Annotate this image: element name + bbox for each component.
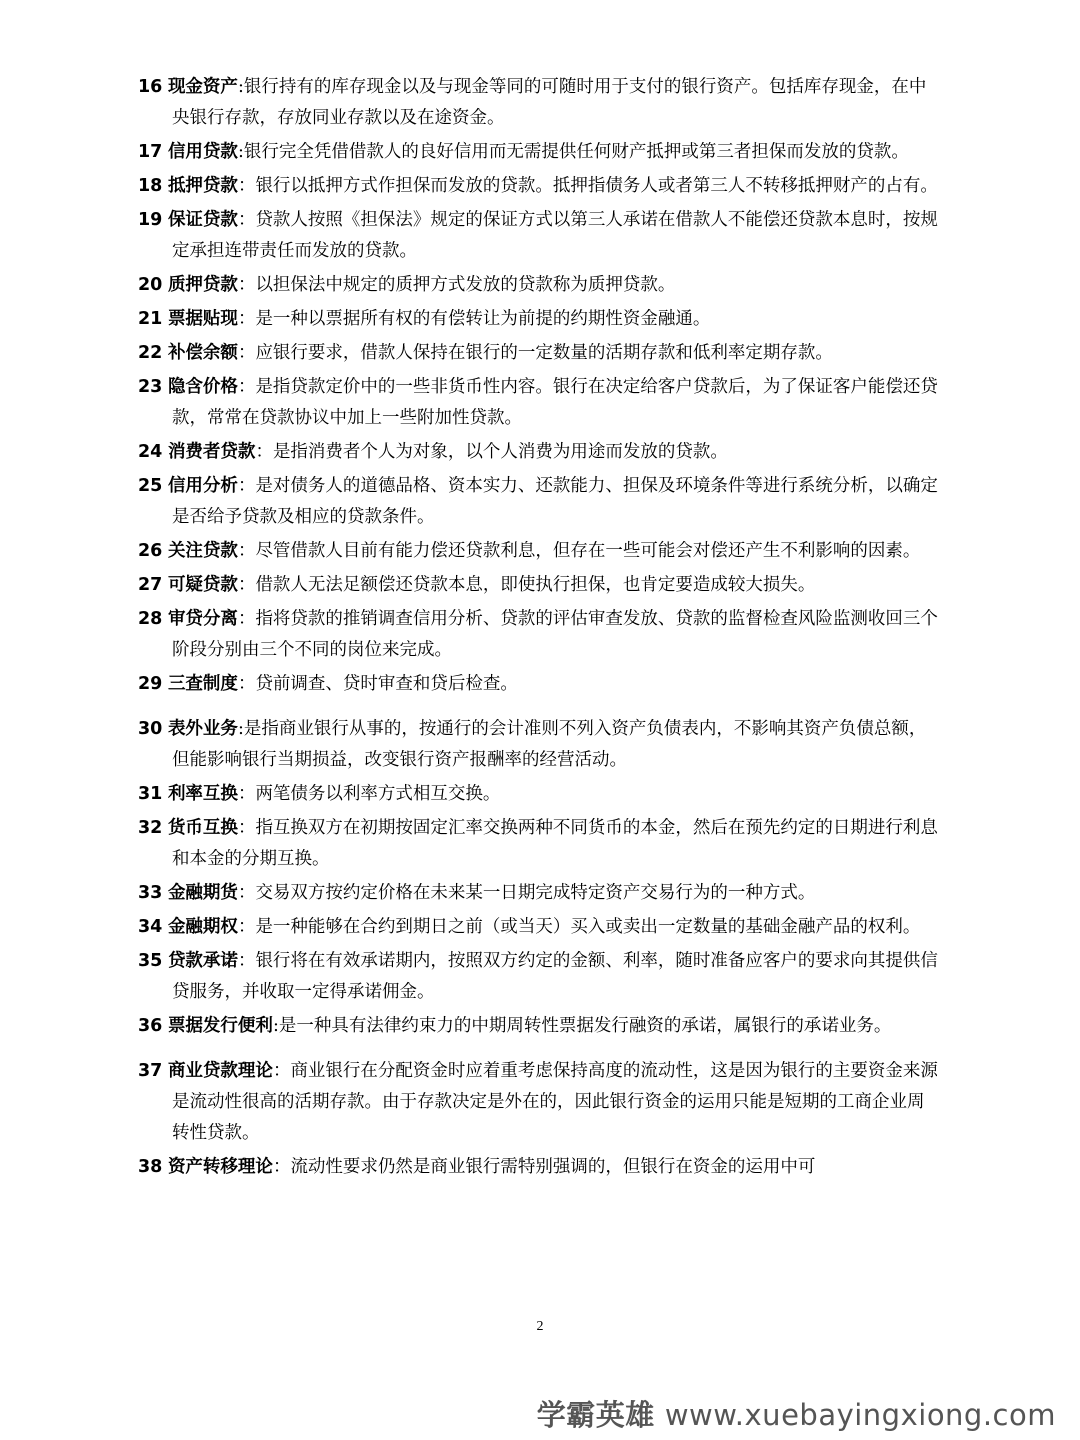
entry-term: 审贷分离 — [167, 609, 238, 629]
glossary-entry — [138, 205, 938, 267]
entry-definition: 以担保法中规定的质押方式发放的贷款称为质押贷款。 — [255, 275, 676, 295]
entry-definition: 是指商业银行从事的，按通行的会计准则不列入资产负债表内，不影响其资产负债总额，但能影响银行当期损益，改变银行资产报酬率的经营活动。 — [172, 719, 927, 770]
entry-definition: 是一种具有法律约束力的中期周转性票据发行融资的承诺，属银行的承诺业务。 — [278, 1016, 892, 1036]
entry-number: 29 — [138, 674, 163, 694]
glossary-entry — [138, 570, 938, 601]
glossary-entry — [138, 72, 938, 134]
entry-term: 票据贴现 — [167, 309, 238, 329]
entry-term: 可疑贷款 — [167, 575, 238, 595]
entry-term: 隐含价格 — [167, 377, 238, 397]
entry-separator: ： — [237, 609, 256, 629]
entry-separator: ： — [237, 343, 256, 363]
glossary-entry — [138, 270, 938, 301]
entry-term: 资产转移理论 — [167, 1157, 273, 1177]
glossary-entry — [138, 137, 938, 168]
entry-number: 16 — [138, 77, 163, 97]
glossary-entry — [138, 878, 938, 909]
entry-term: 关注贷款 — [167, 541, 238, 561]
entry-term: 消费者贷款 — [167, 442, 256, 462]
entry-separator: ： — [237, 951, 256, 971]
entry-definition: 两笔债务以利率方式相互交换。 — [255, 784, 501, 804]
watermark — [537, 1393, 1056, 1434]
glossary-entry — [138, 912, 938, 943]
entry-separator: : — [237, 719, 244, 739]
entry-number: 25 — [138, 476, 163, 496]
entry-definition: 应银行要求，借款人保持在银行的一定数量的活期存款和低利率定期存款。 — [255, 343, 833, 363]
glossary-entry — [138, 437, 938, 468]
entry-number: 26 — [138, 541, 163, 561]
entry-term: 贷款承诺 — [167, 951, 238, 971]
entry-term: 商业贷款理论 — [167, 1061, 273, 1081]
entry-definition: 商业银行在分配资金时应着重考虑保持高度的流动性，这是因为银行的主要资金来源是流动性很高的活期存款。由于存款决定是外在的，因此银行资金的运用只能是短期的工商企业周转性贷款。 — [172, 1061, 938, 1143]
entry-number: 28 — [138, 609, 163, 629]
entry-definition: 银行以抵押方式作担保而发放的贷款。抵押指债务人或者第三人不转移抵押财产的占有。 — [255, 176, 938, 196]
entry-separator: ： — [272, 1157, 291, 1177]
watermark-site-name: 学霸英雄 — [536, 1398, 655, 1432]
page-number: 2 — [536, 1319, 544, 1334]
entry-term: 信用贷款 — [167, 142, 238, 162]
glossary-list — [138, 72, 938, 1186]
entry-separator: ： — [272, 1061, 291, 1081]
entry-definition: 是一种以票据所有权的有偿转让为前提的约期性资金融通。 — [255, 309, 711, 329]
glossary-entry — [138, 813, 938, 875]
entry-separator: ： — [237, 674, 256, 694]
entry-separator: ： — [237, 784, 256, 804]
entry-separator: : — [272, 1016, 279, 1036]
entry-number: 22 — [138, 343, 163, 363]
entry-term: 信用分析 — [167, 476, 238, 496]
glossary-entry — [138, 304, 938, 335]
entry-definition: 银行完全凭借借款人的良好信用而无需提供任何财产抵押或第三者担保而发放的贷款。 — [243, 142, 909, 162]
entry-term: 现金资产 — [167, 77, 238, 97]
entry-separator: ： — [255, 442, 273, 462]
entry-number: 19 — [138, 210, 163, 230]
entry-definition: 是一种能够在合约到期日之前（或当天）买入或卖出一定数量的基础金融产品的权利。 — [255, 917, 921, 937]
entry-separator: : — [237, 142, 244, 162]
entry-separator: ： — [237, 176, 256, 196]
entry-definition: 是指消费者个人为对象，以个人消费为用途而发放的贷款。 — [272, 442, 728, 462]
glossary-entry — [138, 1011, 938, 1042]
entry-definition: 银行持有的库存现金以及与现金等同的可随时用于支付的银行资产。包括库存现金，在中央银行存款，存放同业存款以及在途资金。 — [172, 77, 927, 128]
entry-number: 37 — [138, 1061, 163, 1081]
entry-term: 补偿余额 — [167, 343, 238, 363]
entry-number: 17 — [138, 142, 163, 162]
entry-number: 31 — [138, 784, 163, 804]
entry-separator: ： — [237, 917, 256, 937]
entry-number: 38 — [138, 1157, 163, 1177]
entry-separator: ： — [237, 575, 256, 595]
entry-number: 24 — [138, 442, 163, 462]
entry-term: 三查制度 — [167, 674, 238, 694]
entry-separator: ： — [237, 541, 256, 561]
glossary-entry — [138, 536, 938, 567]
glossary-entry — [138, 779, 938, 810]
glossary-entry — [138, 946, 938, 1008]
entry-definition: 贷款人按照《担保法》规定的保证方式以第三人承诺在借款人不能偿还贷款本息时，按规定承担连带责任而发放的贷款。 — [172, 210, 938, 261]
entry-definition: 交易双方按约定价格在未来某一日期完成特定资产交易行为的一种方式。 — [255, 883, 816, 903]
entry-term: 表外业务 — [167, 719, 238, 739]
glossary-entry — [138, 372, 938, 434]
entry-term: 票据发行便利 — [167, 1016, 273, 1036]
entry-term: 抵押贷款 — [167, 176, 238, 196]
entry-separator: ： — [237, 210, 256, 230]
glossary-entry — [138, 338, 938, 369]
entry-definition: 指将贷款的推销调查信用分析、贷款的评估审查发放、贷款的监督检查风险监测收回三个阶段分别由三个不同的岗位来完成。 — [172, 609, 938, 660]
entry-separator: : — [237, 77, 244, 97]
entry-term: 质押贷款 — [167, 275, 238, 295]
entry-number: 32 — [138, 818, 163, 838]
glossary-entry — [138, 669, 938, 700]
entry-separator: ： — [237, 476, 256, 496]
entry-number: 27 — [138, 575, 163, 595]
entry-number: 30 — [138, 719, 163, 739]
entry-definition: 是对债务人的道德品格、资本实力、还款能力、担保及环境条件等进行系统分析，以确定是否给予贷款及相应的贷款条件。 — [172, 476, 938, 527]
entry-number: 20 — [138, 275, 163, 295]
entry-separator: ： — [237, 275, 256, 295]
entry-definition: 借款人无法足额偿还贷款本息，即使执行担保，也肯定要造成较大损失。 — [255, 575, 816, 595]
entry-definition: 银行将在有效承诺期内，按照双方约定的金额、利率，随时准备应客户的要求向其提供信贷服务，并收取一定得承诺佣金。 — [172, 951, 938, 1002]
watermark-url: www.xuebayingxiong.com — [664, 1398, 1056, 1432]
entry-term: 金融期货 — [167, 883, 238, 903]
entry-definition: 指互换双方在初期按固定汇率交换两种不同货币的本金，然后在预先约定的日期进行利息和本金的分期互换。 — [172, 818, 938, 869]
entry-term: 货币互换 — [167, 818, 238, 838]
entry-separator: ： — [237, 309, 256, 329]
entry-term: 利率互换 — [167, 784, 238, 804]
entry-number: 23 — [138, 377, 163, 397]
entry-separator: ： — [237, 883, 256, 903]
glossary-entry — [138, 1056, 938, 1149]
entry-number: 36 — [138, 1016, 163, 1036]
entry-definition: 是指贷款定价中的一些非货币性内容。银行在决定给客户贷款后，为了保证客户能偿还贷款，常常在贷款协议中加上一些附加性贷款。 — [172, 377, 938, 428]
glossary-entry — [138, 471, 938, 533]
entry-separator: ： — [237, 377, 256, 397]
entry-number: 33 — [138, 883, 163, 903]
entry-term: 保证贷款 — [167, 210, 238, 230]
entry-number: 18 — [138, 176, 163, 196]
entry-definition: 尽管借款人目前有能力偿还贷款利息，但存在一些可能会对偿还产生不利影响的因素。 — [255, 541, 921, 561]
entry-definition: 流动性要求仍然是商业银行需特别强调的，但银行在资金的运用中可 — [290, 1157, 816, 1177]
entry-number: 34 — [138, 917, 163, 937]
glossary-entry — [138, 604, 938, 666]
entry-separator: ： — [237, 818, 256, 838]
entry-term: 金融期权 — [167, 917, 238, 937]
glossary-entry — [138, 1152, 938, 1183]
glossary-entry — [138, 714, 938, 776]
entry-number: 35 — [138, 951, 163, 971]
glossary-entry — [138, 171, 938, 202]
entry-definition: 贷前调查、贷时审查和贷后检查。 — [255, 674, 518, 694]
entry-number: 21 — [138, 309, 163, 329]
